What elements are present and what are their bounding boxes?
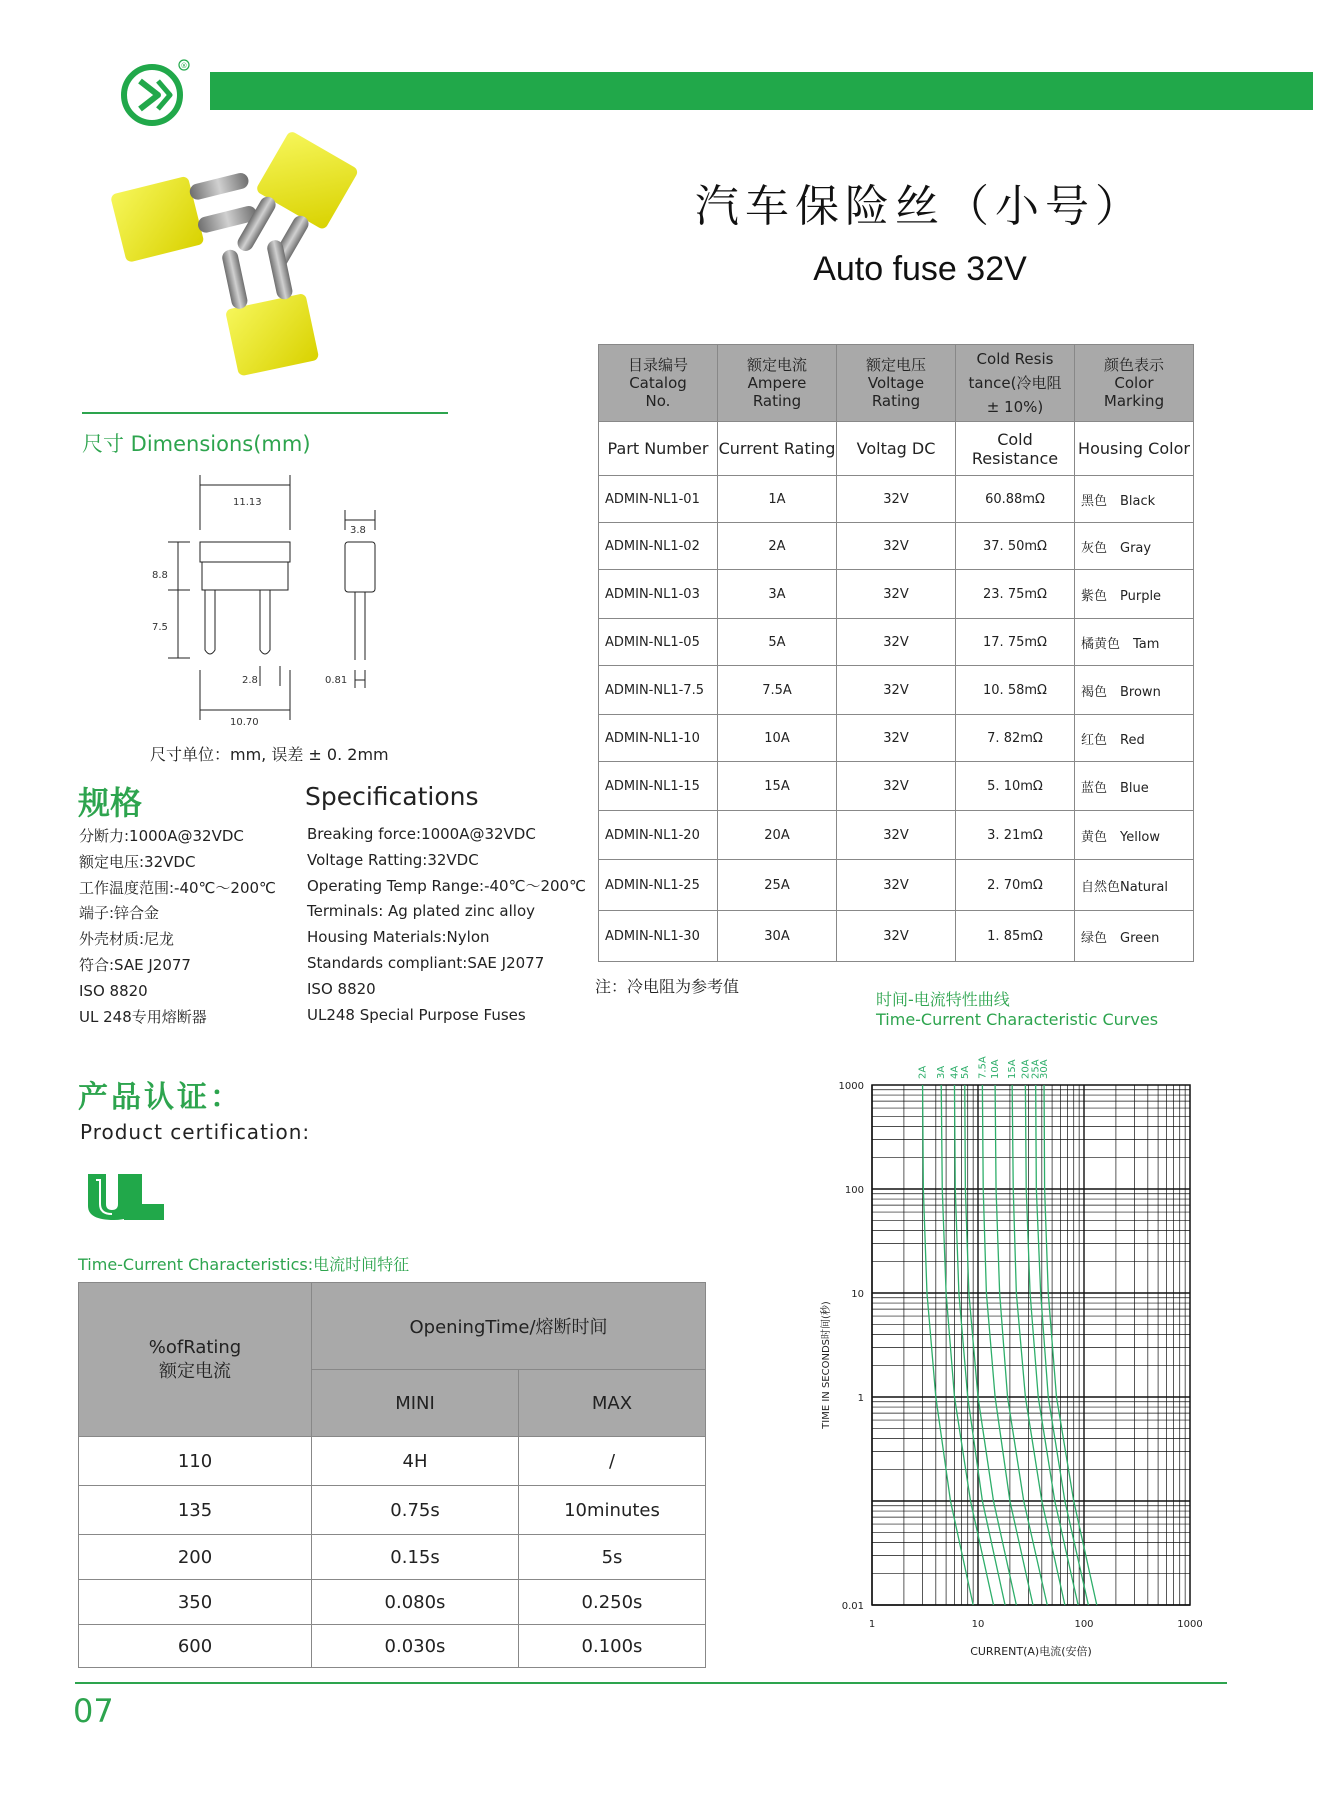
spec-item: Housing Materials:Nylon bbox=[307, 928, 490, 947]
header-line: No. bbox=[645, 392, 671, 410]
tc-header-rating-en: %ofRating bbox=[148, 1336, 242, 1358]
table-row bbox=[599, 860, 1194, 911]
y-tick-label: 10 bbox=[851, 1289, 864, 1300]
spec-cell: 32V bbox=[837, 523, 956, 570]
time-current-table bbox=[78, 1282, 706, 1668]
table-row bbox=[599, 619, 1194, 666]
dimensions-rule bbox=[82, 412, 448, 414]
dim-width-bottom: 10.70 bbox=[230, 717, 259, 728]
dim-height-body: 8.8 bbox=[152, 570, 168, 581]
tc-header-max: MAX bbox=[519, 1370, 706, 1437]
series-label: 4A bbox=[949, 1065, 961, 1079]
x-axis-label: CURRENT(A)电流(安倍) bbox=[970, 1645, 1092, 1658]
header-line: Voltage bbox=[867, 374, 925, 392]
series-line bbox=[941, 1085, 993, 1605]
table-row bbox=[79, 1580, 706, 1625]
page-number: 07 bbox=[73, 1692, 114, 1730]
spec-cell: 3. 21mΩ bbox=[956, 811, 1075, 860]
y-tick-label: 1 bbox=[857, 1393, 864, 1404]
spec-cell: 10A bbox=[718, 715, 837, 762]
spec-subheader-row bbox=[599, 422, 1194, 476]
spec-cell: 蓝色 Blue bbox=[1075, 762, 1194, 811]
specs-title-cn: 规格 bbox=[78, 784, 143, 822]
spec-cell: 32V bbox=[837, 762, 956, 811]
dim-leg-thick: 0.81 bbox=[325, 675, 348, 686]
spec-item: Breaking force:1000A@32VDC bbox=[307, 825, 536, 843]
header-line: 额定电流 bbox=[746, 356, 807, 374]
header-line: 颜色表示 bbox=[1103, 356, 1164, 374]
spec-header-catalog bbox=[599, 345, 718, 422]
fuse-product-image bbox=[80, 120, 440, 390]
y-tick-label: 100 bbox=[844, 1185, 864, 1196]
dim-height-leg: 7.5 bbox=[152, 622, 168, 633]
spec-cell: 17. 75mΩ bbox=[956, 619, 1075, 666]
spec-cell: 37. 50mΩ bbox=[956, 523, 1075, 570]
tc-cell: 0.080s bbox=[312, 1580, 519, 1625]
spec-cell: 32V bbox=[837, 619, 956, 666]
tc-cell: 4H bbox=[312, 1437, 519, 1486]
spec-cell: 32V bbox=[837, 476, 956, 523]
spec-cell: 绿色 Green bbox=[1075, 911, 1194, 962]
table-row bbox=[599, 476, 1194, 523]
series-label: 15A bbox=[1007, 1059, 1019, 1079]
spec-table-note: 注：冷电阻为参考值 bbox=[595, 977, 740, 996]
spec-cell: 1A bbox=[718, 476, 837, 523]
spec-cell: 32V bbox=[837, 811, 956, 860]
header-bar bbox=[210, 72, 1313, 110]
table-row bbox=[599, 811, 1194, 860]
spec-item: Voltage Ratting:32VDC bbox=[307, 850, 479, 869]
spec-item: ISO 8820 bbox=[307, 979, 376, 998]
table-row bbox=[599, 715, 1194, 762]
header-line: Rating bbox=[871, 392, 921, 410]
tc-cell: 110 bbox=[79, 1437, 312, 1486]
header-line: Catalog bbox=[629, 374, 687, 392]
dimensions-title: 尺寸 Dimensions(mm) bbox=[82, 432, 311, 456]
y-tick-label: 0.01 bbox=[841, 1601, 864, 1612]
spec-cell: ADMIN-NL1-25 bbox=[599, 860, 718, 911]
tc-cell: 600 bbox=[79, 1625, 312, 1668]
x-tick-label: 1000 bbox=[1177, 1619, 1203, 1630]
table-row bbox=[79, 1535, 706, 1580]
x-tick-label: 100 bbox=[1074, 1619, 1094, 1630]
table-row bbox=[79, 1486, 706, 1535]
spec-cell: 7. 82mΩ bbox=[956, 715, 1075, 762]
tc-header-rating-cn: 额定电流 bbox=[159, 1360, 231, 1382]
spec-item: Operating Temp Range:-40℃～200℃ bbox=[307, 876, 586, 895]
tc-header-opening: OpeningTime/熔断时间 bbox=[312, 1283, 706, 1370]
x-tick-label: 1 bbox=[868, 1619, 876, 1630]
spec-cell: 灰色 Gray bbox=[1075, 523, 1194, 570]
specs-list-en bbox=[307, 822, 586, 1028]
spec-cell: 30A bbox=[718, 911, 837, 962]
series-line bbox=[1012, 1085, 1065, 1605]
spec-cell: ADMIN-NL1-10 bbox=[599, 715, 718, 762]
spec-cell: ADMIN-NL1-20 bbox=[599, 811, 718, 860]
series-label: 10A bbox=[990, 1059, 1002, 1079]
tc-cell: 0.75s bbox=[312, 1486, 519, 1535]
spec-header-ampere bbox=[718, 345, 837, 422]
y-axis-label: TIME IN SECONDS时间(秒) bbox=[821, 1301, 832, 1429]
series-label: 2A bbox=[917, 1065, 929, 1079]
specs-title-en: Specifications bbox=[305, 782, 479, 811]
specs-list-cn bbox=[79, 824, 276, 1030]
spec-cell: 15A bbox=[718, 762, 837, 811]
footer-rule bbox=[75, 1682, 1227, 1684]
table-row bbox=[599, 523, 1194, 570]
chart-subtitle: Time-Current Characteristic Curves bbox=[876, 1010, 1159, 1029]
spec-item: 分断力:1000A@32VDC bbox=[79, 827, 244, 845]
plot-frame bbox=[872, 1085, 1190, 1605]
series-label: 3A bbox=[936, 1065, 948, 1079]
dim-leg-gap: 2.8 bbox=[242, 675, 258, 686]
page-title-cn: 汽车保险丝（小号） bbox=[695, 181, 1145, 232]
spec-cell: ADMIN-NL1-01 bbox=[599, 476, 718, 523]
header-line: 额定电压 bbox=[865, 356, 926, 374]
spec-cell: 2. 70mΩ bbox=[956, 860, 1075, 911]
spec-cell: 2A bbox=[718, 523, 837, 570]
spec-cell: 32V bbox=[837, 715, 956, 762]
dim-width-top: 11.13 bbox=[233, 497, 262, 508]
dimension-drawing bbox=[150, 470, 430, 730]
spec-cell: 1. 85mΩ bbox=[956, 911, 1075, 962]
spec-cell: 7.5A bbox=[718, 666, 837, 715]
spec-cell: 黄色 Yellow bbox=[1075, 811, 1194, 860]
tc-cell: 0.250s bbox=[519, 1580, 706, 1625]
spec-cell: 红色 Red bbox=[1075, 715, 1194, 762]
spec-cell: ADMIN-NL1-30 bbox=[599, 911, 718, 962]
subheader-cell: Part Number bbox=[599, 422, 718, 476]
header-line: Marking bbox=[1103, 392, 1165, 410]
series-label: 7.5A bbox=[977, 1056, 989, 1079]
spec-cell: 橘黄色 Tam bbox=[1075, 619, 1194, 666]
tc-cell: 135 bbox=[79, 1486, 312, 1535]
spec-cell: 32V bbox=[837, 911, 956, 962]
tc-cell: 200 bbox=[79, 1535, 312, 1580]
tc-cell: 10minutes bbox=[519, 1486, 706, 1535]
spec-cell: 褐色 Brown bbox=[1075, 666, 1194, 715]
spec-item: UL248 Special Purpose Fuses bbox=[307, 1005, 526, 1024]
spec-cell: ADMIN-NL1-7.5 bbox=[599, 666, 718, 715]
spec-cell: 20A bbox=[718, 811, 837, 860]
spec-cell: 10. 58mΩ bbox=[956, 666, 1075, 715]
tc-cell: 0.15s bbox=[312, 1535, 519, 1580]
header-line: 目录编号 bbox=[627, 356, 688, 374]
tc-header-mini: MINI bbox=[312, 1370, 519, 1437]
spec-item: 额定电压:32VDC bbox=[79, 852, 196, 871]
ul-logo-icon bbox=[84, 1170, 168, 1222]
table-row bbox=[79, 1625, 706, 1668]
tc-cell: 0.100s bbox=[519, 1625, 706, 1668]
registered-mark: ® bbox=[180, 62, 188, 70]
spec-table bbox=[598, 344, 1194, 962]
certification-title-en: Product certification: bbox=[80, 1120, 311, 1144]
table-row bbox=[599, 762, 1194, 811]
spec-cell: 32V bbox=[837, 860, 956, 911]
spec-cell: ADMIN-NL1-02 bbox=[599, 523, 718, 570]
tc-cell: 0.030s bbox=[312, 1625, 519, 1668]
spec-item: 外壳材质:尼龙 bbox=[79, 930, 175, 949]
header-line: Cold Resis bbox=[976, 350, 1054, 368]
tc-cell: 350 bbox=[79, 1580, 312, 1625]
spec-cell: ADMIN-NL1-05 bbox=[599, 619, 718, 666]
spec-item: Standards compliant:SAE J2077 bbox=[307, 953, 545, 972]
header-line: Color bbox=[1114, 374, 1154, 392]
subheader-cell: Cold Resistance bbox=[956, 422, 1075, 476]
table-row bbox=[599, 570, 1194, 619]
table-row bbox=[79, 1437, 706, 1486]
chart-title-block bbox=[876, 990, 1158, 1030]
certification-title-cn: 产品认证： bbox=[78, 1080, 243, 1115]
spec-item: 符合:SAE J2077 bbox=[79, 955, 191, 974]
table-row bbox=[599, 911, 1194, 962]
spec-cell: 5. 10mΩ bbox=[956, 762, 1075, 811]
spec-cell: ADMIN-NL1-15 bbox=[599, 762, 718, 811]
spec-cell: 60.88mΩ bbox=[956, 476, 1075, 523]
table-row bbox=[599, 666, 1194, 715]
header-line: Rating bbox=[752, 392, 802, 410]
chart-title: 时间-电流特性曲线 bbox=[876, 990, 1010, 1009]
tc-cell: 5s bbox=[519, 1535, 706, 1580]
y-tick-label: 1000 bbox=[838, 1081, 864, 1092]
spec-item: 端子:锌合金 bbox=[79, 904, 160, 923]
spec-header-resistance bbox=[956, 345, 1075, 422]
spec-header-voltage bbox=[837, 345, 956, 422]
spec-cell: ADMIN-NL1-03 bbox=[599, 570, 718, 619]
spec-item: ISO 8820 bbox=[79, 981, 148, 1000]
spec-item: 工作温度范围:-40℃～200℃ bbox=[79, 878, 276, 897]
spec-cell: 自然色Natural bbox=[1075, 860, 1194, 911]
subheader-cell: Housing Color bbox=[1075, 422, 1194, 476]
dim-side-width: 3.8 bbox=[350, 525, 366, 536]
subheader-cell: Voltag DC bbox=[837, 422, 956, 476]
series-label: 20A bbox=[1020, 1059, 1032, 1079]
spec-cell: 紫色 Purple bbox=[1075, 570, 1194, 619]
spec-header-color bbox=[1075, 345, 1194, 422]
spec-cell: 32V bbox=[837, 570, 956, 619]
spec-item: Terminals: Ag plated zinc alloy bbox=[307, 902, 536, 921]
spec-rows bbox=[599, 476, 1194, 962]
spec-cell: 5A bbox=[718, 619, 837, 666]
tc-header-rating bbox=[79, 1283, 312, 1437]
x-tick-label: 10 bbox=[971, 1619, 985, 1630]
header-line: tance(冷电阻 bbox=[968, 374, 1062, 392]
header-line: Ampere bbox=[747, 374, 807, 392]
tc-cell: / bbox=[519, 1437, 706, 1486]
brand-logo-icon bbox=[118, 57, 190, 129]
series-label: 30A bbox=[1039, 1059, 1051, 1079]
spec-cell: 23. 75mΩ bbox=[956, 570, 1075, 619]
header-line: ± 10%) bbox=[986, 398, 1044, 416]
spec-cell: 32V bbox=[837, 666, 956, 715]
page-title-en: Auto fuse 32V bbox=[813, 250, 1027, 288]
tc-table-title: Time-Current Characteristics:电流时间特征 bbox=[78, 1255, 410, 1274]
series-line bbox=[954, 1085, 1005, 1605]
dimensions-note: 尺寸单位：mm, 误差 ± 0. 2mm bbox=[150, 745, 389, 764]
spec-cell: 25A bbox=[718, 860, 837, 911]
subheader-cell: Current Rating bbox=[718, 422, 837, 476]
spec-cell: 3A bbox=[718, 570, 837, 619]
series-line bbox=[1036, 1085, 1089, 1605]
series-label: 5A bbox=[959, 1065, 971, 1079]
spec-item: UL 248专用熔断器 bbox=[79, 1007, 207, 1026]
series-label: 25A bbox=[1030, 1059, 1042, 1079]
time-current-chart bbox=[815, 1040, 1205, 1690]
spec-cell: 黑色 Black bbox=[1075, 476, 1194, 523]
